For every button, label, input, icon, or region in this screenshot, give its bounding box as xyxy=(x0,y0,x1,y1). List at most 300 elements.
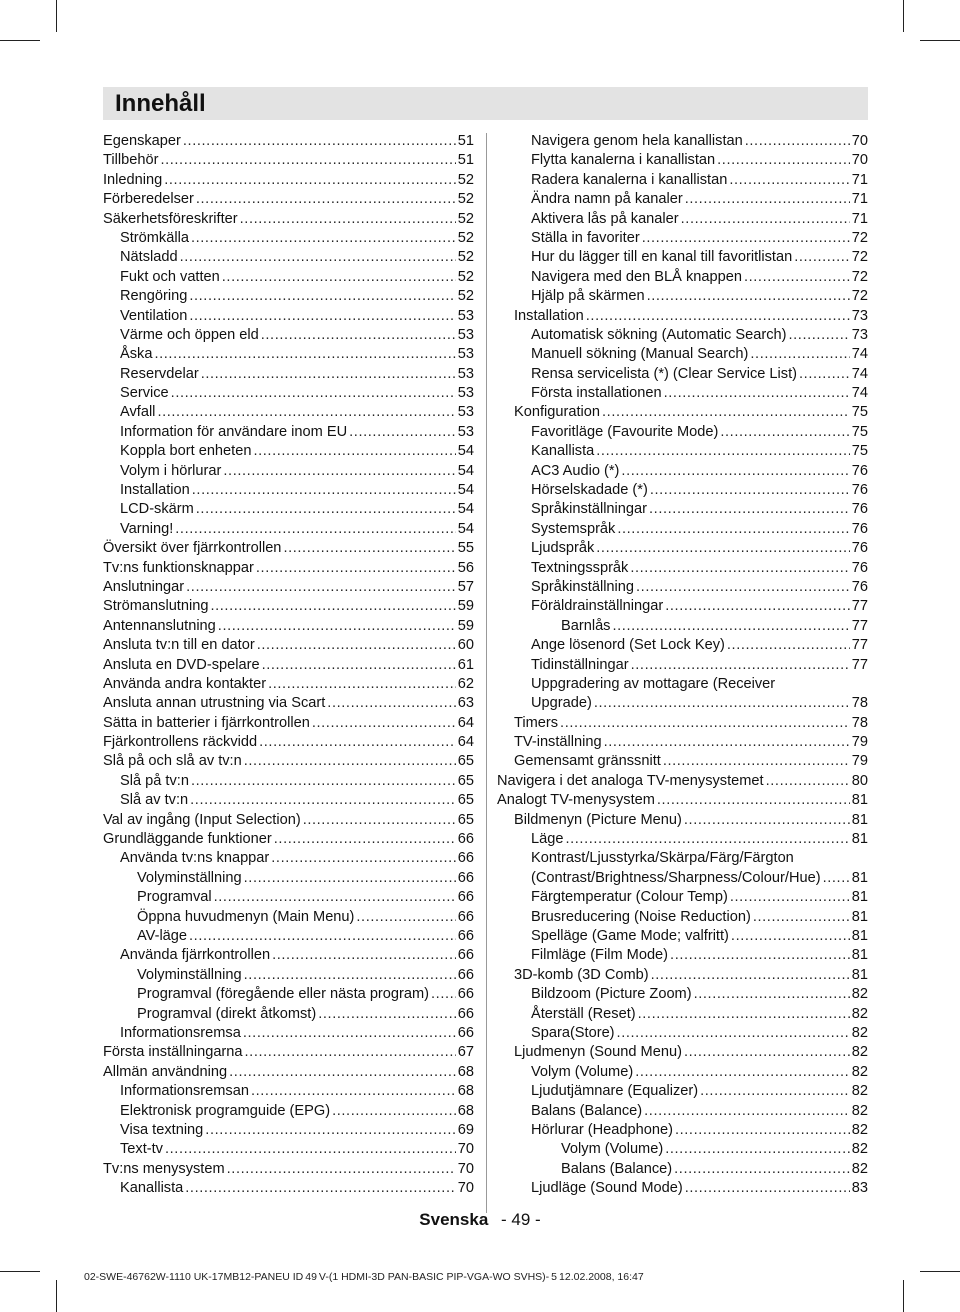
toc-leader-dots xyxy=(602,403,850,422)
toc-entry xyxy=(103,849,474,868)
toc-entry xyxy=(497,384,868,403)
toc-entry-label: Ljudutjämnare (Equalizer) xyxy=(531,1083,699,1100)
toc-entry-label: Hjälp på skärmen xyxy=(531,288,645,305)
toc-leader-dots xyxy=(596,442,849,461)
toc-entry-page: 70 xyxy=(851,132,868,149)
toc-entry-label: Förberedelser xyxy=(103,191,194,208)
toc-entry-label: Text-tv xyxy=(120,1141,163,1158)
toc-right-column xyxy=(497,132,868,1198)
toc-entry-page: 65 xyxy=(457,753,474,770)
toc-entry-label: Första installationen xyxy=(531,385,662,402)
toc-entry-label: Grundläggande funktioner xyxy=(103,831,272,848)
toc-entry-label: Använda fjärrkontrollen xyxy=(120,947,271,964)
toc-leader-dots xyxy=(674,1160,850,1179)
toc-leader-dots xyxy=(262,656,456,675)
toc-entry-label: 3D-komb (3D Comb) xyxy=(514,966,649,983)
toc-entry xyxy=(103,1102,474,1121)
toc-entry-label: Kontrast/Ljusstyrka/Skärpa/Färg/Färgton xyxy=(531,850,794,867)
toc-entry-page: 76 xyxy=(851,559,868,576)
toc-entry-label: Programval (direkt åtkomst) xyxy=(137,1005,317,1022)
toc-leader-dots xyxy=(272,946,456,965)
toc-leader-dots xyxy=(214,888,456,907)
toc-leader-dots xyxy=(631,656,850,675)
toc-entry-page: 52 xyxy=(457,288,474,305)
toc-entry-label: Spelläge (Game Mode; valfritt) xyxy=(531,928,729,944)
toc-leader-dots xyxy=(685,1179,850,1198)
toc-entry-page: 82 xyxy=(851,1121,868,1138)
toc-leader-dots xyxy=(164,171,456,190)
toc-entry-label: Volym (Volume) xyxy=(561,1141,664,1158)
toc-entry-page: 53 xyxy=(457,326,474,343)
toc-entry-page: 81 xyxy=(851,966,868,983)
toc-leader-dots xyxy=(191,229,456,248)
toc-entry-label: Koppla bort enheten xyxy=(120,443,252,460)
toc-entry xyxy=(103,791,474,810)
toc-entry xyxy=(103,617,474,636)
toc-entry xyxy=(103,365,474,384)
toc-entry-page: 70 xyxy=(457,1180,474,1197)
toc-leader-dots xyxy=(684,1043,850,1062)
toc-entry xyxy=(497,772,868,791)
toc-entry xyxy=(103,442,474,461)
toc-entry-page: 74 xyxy=(851,346,868,363)
toc-leader-dots xyxy=(744,268,850,287)
toc-entry-page: 69 xyxy=(457,1121,474,1138)
toc-leader-dots xyxy=(201,365,456,384)
toc-entry-label: (Contrast/Brightness/Sharpness/Colour/Hue) xyxy=(531,869,821,886)
toc-entry xyxy=(497,927,868,946)
toc-entry-page: 66 xyxy=(457,869,474,886)
toc-entry-page: 72 xyxy=(851,268,868,285)
toc-leader-dots xyxy=(638,1005,850,1024)
toc-entry-label: Ändra namn på kanaler xyxy=(531,191,683,208)
toc-entry xyxy=(497,326,868,345)
toc-entry-label: Volyminställning xyxy=(137,966,242,983)
toc-entry-label: Första inställningarna xyxy=(103,1044,243,1061)
toc-entry-label: Återställ (Reset) xyxy=(531,1005,636,1022)
toc-entry-page: 56 xyxy=(457,559,474,576)
toc-leader-dots xyxy=(794,248,850,267)
toc-entry xyxy=(103,1063,474,1082)
toc-entry-page: 77 xyxy=(851,598,868,615)
toc-entry xyxy=(497,1121,868,1140)
toc-entry-page: 55 xyxy=(457,540,474,557)
toc-entry xyxy=(103,326,474,345)
toc-entry xyxy=(103,985,474,1004)
toc-leader-dots xyxy=(617,1024,850,1043)
toc-entry-page: 54 xyxy=(457,482,474,499)
toc-entry xyxy=(103,1179,474,1198)
toc-entry-label: Tillbehör xyxy=(103,152,159,169)
toc-leader-dots xyxy=(730,888,850,907)
toc-leader-dots xyxy=(259,733,456,752)
toc-leader-dots xyxy=(244,869,456,888)
toc-leader-dots xyxy=(245,1043,456,1062)
toc-entry xyxy=(497,1082,868,1101)
toc-leader-dots xyxy=(681,210,850,229)
toc-entry-label: Ljudmenyn (Sound Menu) xyxy=(514,1044,682,1061)
toc-leader-dots xyxy=(318,1005,456,1024)
toc-entry xyxy=(103,229,474,248)
toc-entry xyxy=(497,1063,868,1082)
toc-entry-label: Val av ingång (Input Selection) xyxy=(103,811,301,828)
toc-entry-label: Ansluta en DVD-spelare xyxy=(103,656,260,673)
toc-entry-label: Översikt över fjärrkontrollen xyxy=(103,540,282,557)
toc-entry-page: 82 xyxy=(851,1063,868,1080)
toc-entry-page: 51 xyxy=(457,132,474,149)
toc-entry-label: Volym (Volume) xyxy=(531,1063,634,1080)
toc-entry-label: Tv:ns funktionsknappar xyxy=(103,559,254,576)
toc-entry-label: Fjärkontrollens räckvidd xyxy=(103,734,258,751)
toc-entry xyxy=(497,694,868,713)
toc-entry-page: 53 xyxy=(457,365,474,382)
toc-entry xyxy=(103,345,474,364)
toc-entry xyxy=(103,384,474,403)
toc-entry-page: 66 xyxy=(457,966,474,983)
toc-leader-dots xyxy=(274,830,456,849)
toc-leader-dots xyxy=(635,1063,850,1082)
toc-leader-dots xyxy=(766,772,850,791)
toc-leader-dots xyxy=(192,481,456,500)
toc-entry-label: Bildmenyn (Picture Menu) xyxy=(514,811,682,828)
toc-entry-page: 66 xyxy=(457,928,474,944)
toc-entry-page: 65 xyxy=(457,811,474,828)
toc-entry xyxy=(497,733,868,752)
title-bar xyxy=(103,87,868,120)
toc-entry xyxy=(103,1024,474,1043)
toc-leader-dots xyxy=(586,307,850,326)
toc-entry xyxy=(497,248,868,267)
crop-mark-bottom-right-h xyxy=(920,1271,960,1272)
toc-entry-label: Rengöring xyxy=(120,288,188,305)
toc-entry xyxy=(103,869,474,888)
crop-mark-bottom-right-v xyxy=(903,1280,904,1312)
toc-entry xyxy=(497,210,868,229)
toc-entry-label: Elektronisk programguide (EPG) xyxy=(120,1102,331,1119)
toc-entry-page: 76 xyxy=(851,540,868,557)
toc-entry-page: 81 xyxy=(851,928,868,944)
toc-entry-page: 66 xyxy=(457,986,474,1003)
toc-leader-dots xyxy=(312,714,456,733)
crop-mark-bottom-left-v xyxy=(56,1280,57,1312)
toc-leader-dots xyxy=(271,849,455,868)
toc-entry-label: Manuell sökning (Manual Search) xyxy=(531,346,749,363)
toc-entry xyxy=(103,753,474,772)
toc-entry-page: 71 xyxy=(851,191,868,208)
toc-leader-dots xyxy=(753,908,850,927)
toc-entry-label: Slå på och slå av tv:n xyxy=(103,753,242,770)
toc-entry xyxy=(103,830,474,849)
toc-leader-dots xyxy=(649,500,850,519)
toc-leader-dots xyxy=(630,559,849,578)
file-info-mid: 49 xyxy=(305,1271,317,1283)
toc-entry-page: 51 xyxy=(457,152,474,169)
toc-entry-label: Service xyxy=(120,385,169,402)
toc-leader-dots xyxy=(191,772,456,791)
toc-leader-dots xyxy=(256,559,456,578)
toc-entry-label: AC3 Audio (*) xyxy=(531,462,620,479)
toc-entry-label: Analogt TV-menysystem xyxy=(497,792,655,809)
toc-entry xyxy=(497,132,868,151)
toc-entry-page: 57 xyxy=(457,578,474,595)
toc-entry-label: Installation xyxy=(514,307,584,324)
toc-entry-page: 53 xyxy=(457,307,474,324)
toc-entry-page: 52 xyxy=(457,191,474,208)
toc-entry xyxy=(103,1121,474,1140)
toc-entry-page: 53 xyxy=(457,385,474,402)
toc-entry xyxy=(497,791,868,810)
toc-entry xyxy=(497,966,868,985)
toc-entry-page: 81 xyxy=(851,889,868,906)
toc-entry-label: Inledning xyxy=(103,171,163,188)
toc-entry-page: 52 xyxy=(457,249,474,266)
toc-leader-dots xyxy=(644,1102,850,1121)
toc-entry xyxy=(103,578,474,597)
toc-entry-label: Färgtemperatur (Colour Temp) xyxy=(531,889,728,906)
file-info-text: 02-SWE-46762W-1110 UK-17MB12-PANEU ID xyxy=(84,1271,304,1283)
toc-entry xyxy=(103,287,474,306)
toc-entry xyxy=(497,869,868,888)
toc-entry-page: 54 xyxy=(457,501,474,518)
toc-entry-label: Öppna huvudmenyn (Main Menu) xyxy=(137,908,355,925)
toc-entry-label: Volym i hörlurar xyxy=(120,462,222,479)
toc-entry-label: Ansluta annan utrustning via Scart xyxy=(103,695,326,712)
file-info-date: 12.02.2008, 16:47 xyxy=(559,1271,644,1283)
toc-entry xyxy=(103,733,474,752)
toc-entry xyxy=(497,520,868,539)
toc-leader-dots xyxy=(657,791,850,810)
toc-entry-label: Antennanslutning xyxy=(103,617,216,634)
toc-entry xyxy=(497,151,868,170)
toc-entry-page: 52 xyxy=(457,210,474,227)
toc-entry xyxy=(497,268,868,287)
toc-leader-dots xyxy=(663,752,850,771)
page-footer xyxy=(0,1210,960,1230)
toc-entry-page: 63 xyxy=(457,695,474,712)
toc-leader-dots xyxy=(327,694,455,713)
toc-entry xyxy=(497,849,868,868)
toc-leader-dots xyxy=(160,151,455,170)
toc-entry-label: Gemensamt gränssnitt xyxy=(514,753,661,770)
toc-leader-dots xyxy=(171,384,456,403)
toc-entry xyxy=(497,675,868,694)
toc-entry-label: Uppgradering av mottagare (Receiver xyxy=(531,675,776,692)
toc-leader-dots xyxy=(685,190,850,209)
toc-entry-page: 66 xyxy=(457,831,474,848)
toc-entry-label: Tidinställningar xyxy=(531,656,629,673)
toc-entry-label: Aktivera lås på kanaler xyxy=(531,210,679,227)
toc-entry-page: 52 xyxy=(457,268,474,285)
toc-leader-dots xyxy=(617,520,849,539)
toc-leader-dots xyxy=(283,539,455,558)
toc-entry xyxy=(103,500,474,519)
toc-entry-page: 81 xyxy=(851,869,868,886)
toc-entry xyxy=(497,946,868,965)
toc-leader-dots xyxy=(183,132,456,151)
toc-entry-page: 62 xyxy=(457,675,474,692)
toc-entry xyxy=(103,481,474,500)
toc-entry-page: 64 xyxy=(457,714,474,731)
toc-entry-page: 66 xyxy=(457,889,474,906)
toc-entry-page: 82 xyxy=(851,1160,868,1177)
toc-entry-page: 54 xyxy=(457,520,474,537)
toc-entry xyxy=(103,636,474,655)
column-divider xyxy=(486,133,487,1213)
toc-entry-page: 66 xyxy=(457,1005,474,1022)
toc-entry xyxy=(103,462,474,481)
toc-entry xyxy=(497,539,868,558)
toc-entry-page: 72 xyxy=(851,229,868,246)
toc-entry-label: Kanallista xyxy=(531,443,595,460)
toc-entry xyxy=(103,908,474,927)
toc-entry xyxy=(103,656,474,675)
toc-leader-dots xyxy=(189,287,455,306)
toc-entry xyxy=(497,403,868,422)
toc-entry-label: Läge xyxy=(531,831,564,848)
toc-leader-dots xyxy=(621,462,849,481)
toc-entry-label: Radera kanalerna i kanallistan xyxy=(531,171,728,188)
toc-leader-dots xyxy=(647,287,850,306)
toc-entry-page: 71 xyxy=(851,171,868,188)
crop-mark-top-right-h xyxy=(920,40,960,41)
toc-entry-label: Barnlås xyxy=(561,617,611,634)
toc-entry xyxy=(103,539,474,558)
toc-entry xyxy=(497,442,868,461)
toc-entry xyxy=(103,248,474,267)
toc-leader-dots xyxy=(189,927,456,946)
toc-leader-dots xyxy=(185,1179,455,1198)
toc-entry-page: 73 xyxy=(851,307,868,324)
toc-entry-label: Egenskaper xyxy=(103,132,181,149)
toc-entry-label: Programval (föregående eller nästa program) xyxy=(137,986,430,1003)
toc-entry-label: Åska xyxy=(120,346,153,363)
toc-entry xyxy=(103,171,474,190)
toc-entry xyxy=(103,1140,474,1159)
toc-entry-page: 77 xyxy=(851,637,868,654)
toc-entry-label: Fukt och vatten xyxy=(120,268,220,285)
toc-entry xyxy=(497,481,868,500)
toc-entry-label: Timers xyxy=(514,714,559,731)
toc-entry-label: Ventilation xyxy=(120,307,188,324)
toc-entry-page: 81 xyxy=(851,947,868,964)
toc-leader-dots xyxy=(190,791,456,810)
toc-entry-label: Allmän användning xyxy=(103,1063,228,1080)
toc-entry-label: Balans (Balance) xyxy=(531,1102,643,1119)
toc-leader-dots xyxy=(356,908,455,927)
toc-entry xyxy=(497,830,868,849)
toc-leader-dots xyxy=(560,714,850,733)
toc-entry-page: 54 xyxy=(457,443,474,460)
toc-entry-label: Balans (Balance) xyxy=(561,1160,673,1177)
toc-entry-page: 68 xyxy=(457,1102,474,1119)
footer-language: Svenska xyxy=(419,1210,489,1229)
toc-entry-page: 82 xyxy=(851,1102,868,1119)
toc-entry xyxy=(497,908,868,927)
toc-entry xyxy=(497,714,868,733)
toc-entry-label: Sätta in batterier i fjärrkontrollen xyxy=(103,714,310,731)
toc-entry-page: 70 xyxy=(457,1160,474,1177)
toc-entry-label: Strömanslutning xyxy=(103,598,209,615)
toc-entry xyxy=(497,462,868,481)
toc-entry-label: Ställa in favoriter xyxy=(531,229,640,246)
toc-entry-label: Informationsremsa xyxy=(120,1024,241,1041)
toc-entry-page: 75 xyxy=(851,443,868,460)
toc-entry-page: 68 xyxy=(457,1083,474,1100)
toc-leader-dots xyxy=(229,1063,456,1082)
toc-entry xyxy=(497,811,868,830)
toc-leader-dots xyxy=(717,151,850,170)
toc-entry-page: 77 xyxy=(851,617,868,634)
toc-leader-dots xyxy=(670,946,850,965)
toc-entry-label: Använda tv:ns knappar xyxy=(120,850,270,867)
toc-entry-page: 72 xyxy=(851,249,868,266)
toc-entry-label: Hörselskadade (*) xyxy=(531,482,648,499)
toc-leader-dots xyxy=(731,927,850,946)
toc-leader-dots xyxy=(431,985,456,1004)
toc-entry-label: Ansluta tv:n till en dator xyxy=(103,637,255,654)
toc-entry xyxy=(103,403,474,422)
toc-entry-page: 76 xyxy=(851,520,868,537)
toc-entry xyxy=(103,423,474,442)
toc-entry-label: Volyminställning xyxy=(137,869,242,886)
toc-entry-page: 75 xyxy=(851,423,868,440)
toc-entry xyxy=(497,578,868,597)
toc-leader-dots xyxy=(750,345,849,364)
toc-entry-label: Ljudläge (Sound Mode) xyxy=(531,1180,683,1197)
toc-entry-page: 65 xyxy=(457,792,474,809)
page-title: Innehåll xyxy=(115,90,206,117)
toc-entry-page: 76 xyxy=(851,462,868,479)
toc-entry xyxy=(497,559,868,578)
toc-entry xyxy=(103,694,474,713)
toc-entry xyxy=(103,1082,474,1101)
toc-leader-dots xyxy=(180,248,456,267)
toc-leader-dots xyxy=(720,423,849,442)
toc-entry xyxy=(497,1043,868,1062)
toc-entry-label: Tv:ns menysystem xyxy=(103,1160,225,1177)
toc-leader-dots xyxy=(664,384,850,403)
toc-entry-page: 59 xyxy=(457,598,474,615)
toc-entry xyxy=(103,307,474,326)
toc-entry-page: 74 xyxy=(851,365,868,382)
toc-leader-dots xyxy=(257,636,456,655)
toc-leader-dots xyxy=(349,423,456,442)
toc-leader-dots xyxy=(665,1140,850,1159)
toc-entry-page: 72 xyxy=(851,288,868,305)
toc-entry xyxy=(103,597,474,616)
toc-leader-dots xyxy=(636,578,850,597)
toc-entry-label: Information för användare inom EU xyxy=(120,423,348,440)
toc-entry-page: 76 xyxy=(851,501,868,518)
toc-entry-page: 70 xyxy=(457,1141,474,1158)
toc-entry xyxy=(497,1005,868,1024)
toc-entry-page: 66 xyxy=(457,908,474,925)
toc-entry-page: 67 xyxy=(457,1044,474,1061)
toc-leader-dots xyxy=(205,1121,455,1140)
toc-entry xyxy=(103,772,474,791)
toc-entry-page: 82 xyxy=(851,1141,868,1158)
toc-entry-label: Föräldrainställningar xyxy=(531,598,664,615)
toc-entry xyxy=(497,190,868,209)
toc-entry-page: 81 xyxy=(851,908,868,925)
toc-entry xyxy=(497,1140,868,1159)
toc-entry xyxy=(497,171,868,190)
toc-entry xyxy=(497,1024,868,1043)
toc-leader-dots xyxy=(157,403,455,422)
toc-entry-page: 82 xyxy=(851,1083,868,1100)
toc-entry xyxy=(497,1102,868,1121)
toc-entry xyxy=(103,559,474,578)
